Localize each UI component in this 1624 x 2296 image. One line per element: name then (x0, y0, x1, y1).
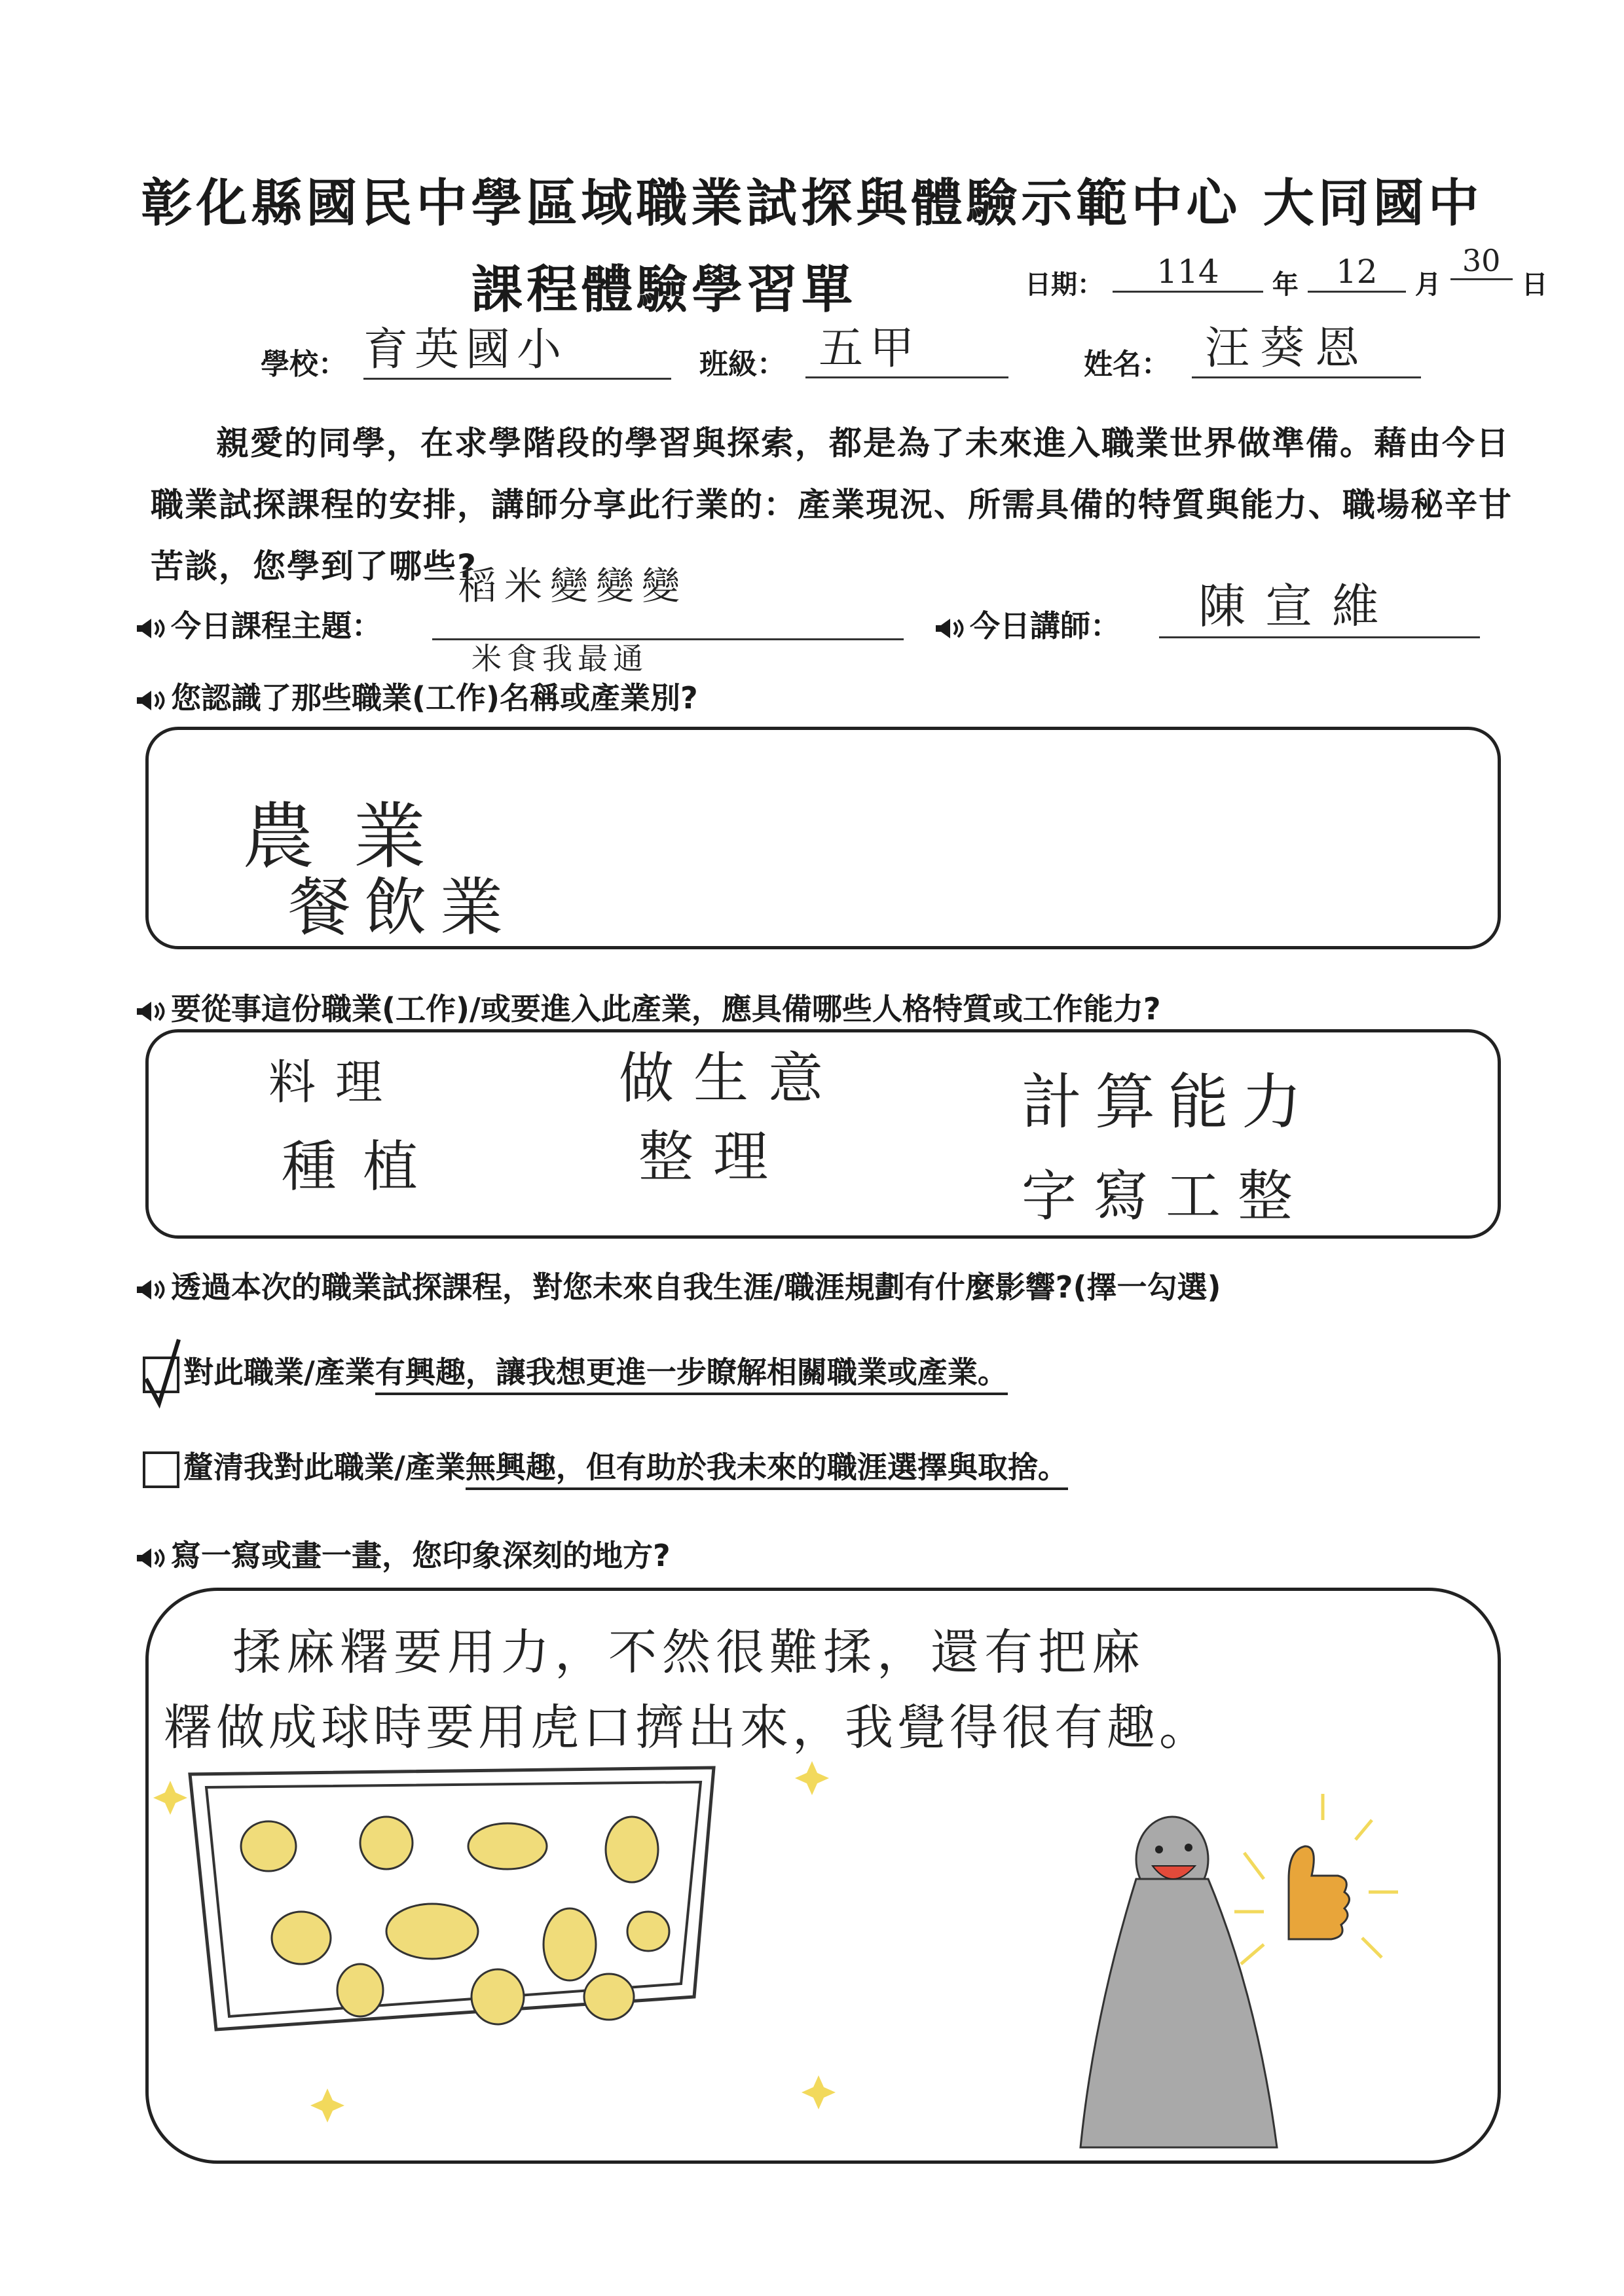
name-label: 姓名： (1084, 348, 1170, 381)
answer-trait: 種植 (282, 1135, 445, 1199)
answer-trait: 料理 (268, 1055, 403, 1110)
speaker-icon (134, 1546, 167, 1571)
topic-row (134, 602, 382, 646)
class-value: 五甲 (805, 313, 1008, 378)
class-label: 班級： (699, 348, 786, 381)
teacher-row (933, 602, 1120, 646)
question-text: 要從事這份職業(工作)/或要進入此產業，應具備哪些人格特質或工作能力? (171, 991, 1161, 1027)
year-unit: 年 (1272, 270, 1299, 300)
mochi-tray-drawing (151, 1722, 1486, 2154)
teacher-value: 陳宣維 (1159, 568, 1480, 638)
answer-trait: 字寫工整 (1022, 1164, 1310, 1228)
topic-value-line1: 稻米變變變 (458, 564, 688, 608)
answer-trait: 做生意 (619, 1046, 843, 1110)
question-occupations (134, 674, 698, 718)
date-month: 12 (1308, 253, 1406, 293)
date-field (1025, 243, 1548, 303)
school-label: 學校： (261, 348, 347, 381)
question-impression (134, 1532, 671, 1575)
question-impact (134, 1264, 1221, 1307)
name-value: 汪葵恩 (1192, 313, 1421, 378)
impression-text-line1: 揉麻糬要用力，不然很難揉，還有把麻 (232, 1624, 1145, 1681)
answer-occupation: 農業 (242, 795, 465, 879)
option-not-interested[interactable] (143, 1444, 1068, 1488)
question-traits (134, 985, 1161, 1029)
date-year: 114 (1113, 253, 1263, 293)
teacher-label: 今日講師： (970, 608, 1120, 644)
option-interested[interactable] (143, 1349, 1008, 1393)
impression-text-line2: 糬做成球時要用虎口擠出來，我覺得很有趣。 (164, 1700, 1211, 1756)
topic-label: 今日課程主題： (171, 608, 382, 644)
option-not-interested-emphasis: 無興趣，但有助於我未來的職涯選擇與取捨。 (466, 1449, 1068, 1490)
option-interested-prefix: 對此職業/產業 (183, 1355, 375, 1390)
school-value: 育英國小 (363, 314, 671, 380)
month-unit: 月 (1414, 270, 1441, 300)
answer-trait: 整理 (638, 1125, 788, 1189)
speaker-icon (134, 688, 167, 713)
topic-value-line2: 米食我最通 (471, 641, 648, 676)
answer-occupation: 餐飲業 (288, 871, 516, 944)
speaker-icon (134, 999, 167, 1024)
speaker-icon (933, 616, 966, 641)
intro-paragraph: 親愛的同學，在求學階段的學習與探索，都是為了未來進入職業世界做準備。藉由今日職業試探課程的安排，講師分享此行業的：產業現況、所需具備的特質與能力、職場秘辛甘苦談，您學到了哪些? (151, 424, 1513, 585)
question-text: 您認識了那些職業(工作)名稱或產業別? (171, 680, 698, 716)
speaker-icon (134, 1277, 167, 1302)
date-label: 日期： (1025, 270, 1103, 300)
checkmark-icon (143, 1341, 182, 1391)
worksheet-subtitle: 課程體驗學習單 (471, 261, 857, 319)
question-text: 透過本次的職業試探課程，對您未來自我生涯/職涯規劃有什麼影響?(擇一勾選) (171, 1269, 1221, 1305)
answer-trait: 計算能力 (1022, 1067, 1316, 1137)
option-interested-emphasis: 有興趣，讓我想更進一步瞭解相關職業或產業。 (375, 1355, 1008, 1395)
option-interested-checkbox[interactable] (143, 1357, 179, 1393)
option-not-interested-checkbox[interactable] (143, 1451, 179, 1488)
question-text: 寫一寫或畫一畫，您印象深刻的地方? (171, 1538, 671, 1573)
date-day: 30 (1450, 243, 1513, 280)
worksheet-title: 彰化縣國民中學區域職業試探與體驗示範中心 大同國中 (141, 174, 1483, 233)
speaker-icon (134, 616, 167, 641)
option-not-interested-prefix: 釐清我對此職業/產業 (183, 1449, 466, 1485)
day-unit: 日 (1521, 270, 1548, 300)
